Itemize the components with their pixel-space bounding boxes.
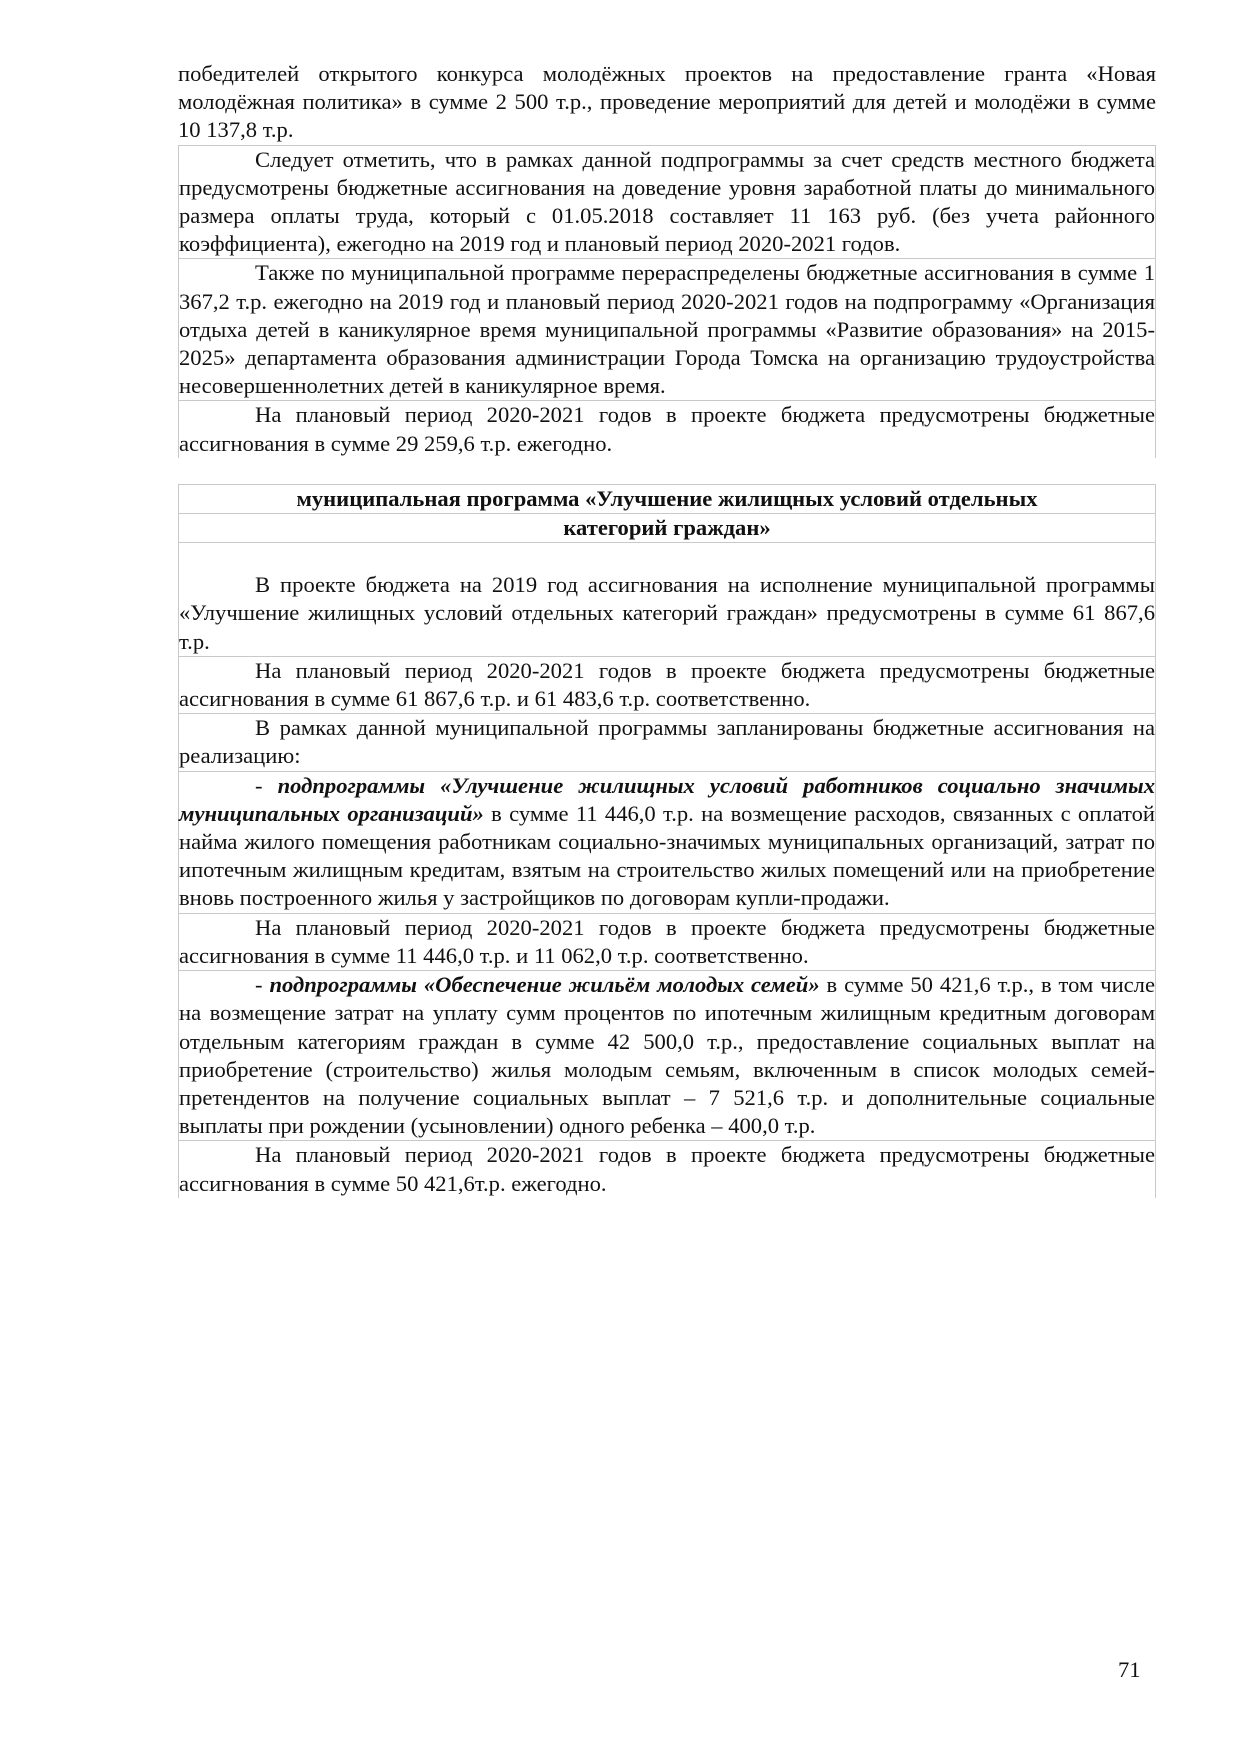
- heading-spacer: [179, 542, 1155, 571]
- page-number: 71: [1118, 1657, 1141, 1682]
- paragraph-salary-note: Следует отметить, что в рамках данной подпрограммы за счет средств местного бюджета предусмотрены бюджетные ассигнования на доведение уровня заработной платы до минимального размера оплаты труда, который с 01.05.2018 составляет 11 163 руб. (без учета районного коэффициента), ежегодно на 2019 год и плановый период 2020-2021 годов.: [179, 146, 1155, 257]
- paragraph-budget-2019: В проекте бюджета на 2019 год ассигнования на исполнение муниципальной программы «Улучшение жилищных условий отдельных категорий граждан» предусмотрены в сумме 61 867,6 т.р.: [179, 572, 1155, 654]
- paragraph-planned-workers-housing: На плановый период 2020-2021 годов в проекте бюджета предусмотрены бюджетные ассигнования в сумме 11 446,0 т.р. и 11 062,0 т.р. соответственно.: [179, 914, 1155, 968]
- subprogram-description-workers-housing: в сумме 11 446,0 т.р. на возмещение расходов, связанных с оплатой найма жилого помещения работникам социально-значимых муниципальных организаций, затрат по ипотечным жилищным кредитам, взятым на строительство жилых помещений или на приобретение вновь построенного жилья у застройщиков по договорам купли-продажи.: [179, 800, 1156, 911]
- paragraph-implementation-intro: В рамках данной муниципальной программы запланированы бюджетные ассигнования на реализацию:: [179, 715, 1155, 769]
- housing-program-section: [178, 484, 1156, 1198]
- subprogram-name-workers-housing: подпрограммы «Улучшение жилищных условий работников социально значимых муниципальных организаций»: [179, 772, 1155, 826]
- subprogram-item-young-families: [179, 971, 1155, 1140]
- subprogram-description-young-families: в сумме 50 421,6 т.р., в том числе на возмещение затрат на уплату сумм процентов по ипотечным жилищным кредитным договорам отдельным категориям граждан в сумме 42 500,0 т.р., предоставление социальных выплат на приобретение (строительство) жилья молодым семьям, включенным в список молодых семей-претендентов на получение социальных выплат – 7 521,6 т.р. и дополнительные социальные выплаты при рождении (усыновлении) одного ребенка – 400,0 т.р.: [179, 972, 1155, 1139]
- section-gap: [178, 458, 1156, 484]
- subprogram-item-workers-housing: [179, 772, 1155, 913]
- list-dash: -: [255, 772, 278, 798]
- section-heading-line-2: категорий граждан»: [179, 513, 1155, 542]
- document-page: [178, 60, 1156, 1198]
- intro-paragraph: победителей открытого конкурса молодёжных проектов на предоставление гранта «Новая молодёжная политика» в сумме 2 500 т.р., проведение мероприятий для детей и молодёжи в сумме 10 137,8 т.р.: [178, 61, 1156, 143]
- subprogram-notes-block: [178, 145, 1156, 458]
- subprogram-name-young-families: подпрограммы «Обеспечение жильём молодых семей»: [269, 972, 820, 998]
- list-dash: -: [255, 972, 270, 998]
- paragraph-planned-2020-2021: На плановый период 2020-2021 годов в проекте бюджета предусмотрены бюджетные ассигнования в сумме 61 867,6 т.р. и 61 483,6 т.р. соответственно.: [179, 657, 1155, 712]
- paragraph-planned-period: На плановый период 2020-2021 годов в проекте бюджета предусмотрены бюджетные ассигнования в сумме 29 259,6 т.р. ежегодно.: [179, 402, 1155, 456]
- section-heading-line-1: муниципальная программа «Улучшение жилищных условий отдельных: [179, 484, 1155, 513]
- paragraph-reallocation: Также по муниципальной программе перераспределены бюджетные ассигнования в сумме 1 367,2 т.р. ежегодно на 2019 год и плановый период 2020-2021 годов на подпрограмму «Организация отдыха детей в каникулярное время муниципальной программы «Развитие образования» на 2015-2025» департамента образования администрации Города Томска на организацию трудоустройства несовершеннолетних детей в каникулярное время.: [179, 260, 1155, 399]
- paragraph-planned-young-families: На плановый период 2020-2021 годов в проекте бюджета предусмотрены бюджетные ассигнования в сумме 50 421,6т.р. ежегодно.: [179, 1142, 1155, 1196]
